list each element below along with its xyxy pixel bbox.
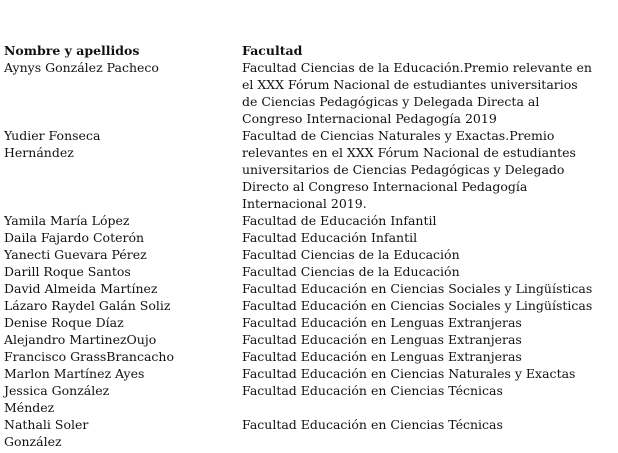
table-body bbox=[4, 59, 616, 450]
table-header-row bbox=[4, 42, 616, 59]
header-name: Nombre y apellidos bbox=[4, 43, 140, 58]
cell-faculty bbox=[242, 382, 616, 416]
table-row bbox=[4, 280, 616, 297]
cell-name bbox=[4, 212, 242, 229]
cell-faculty bbox=[242, 263, 616, 280]
cell-name bbox=[4, 280, 242, 297]
name-line: Yanecti Guevara Pérez bbox=[4, 247, 147, 262]
table-row bbox=[4, 246, 616, 263]
faculty-line: Facultad de Educación Infantil bbox=[242, 213, 437, 228]
table-row bbox=[4, 263, 616, 280]
faculty-line: Facultad de Ciencias Naturales y Exactas.Premio bbox=[242, 128, 555, 143]
name-line: Yamila María López bbox=[4, 213, 130, 228]
faculty-line: Facultad Educación en Ciencias Sociales y Lingüísticas bbox=[242, 298, 593, 313]
cell-faculty bbox=[242, 348, 616, 365]
cell-faculty bbox=[242, 314, 616, 331]
cell-faculty bbox=[242, 246, 616, 263]
cell-name bbox=[4, 416, 242, 450]
name-line: Méndez bbox=[4, 400, 55, 415]
cell-name bbox=[4, 127, 242, 212]
cell-name bbox=[4, 331, 242, 348]
faculty-line: Internacional 2019. bbox=[242, 196, 367, 211]
cell-name bbox=[4, 297, 242, 314]
faculty-line: Congreso Internacional Pedagogía 2019 bbox=[242, 111, 497, 126]
name-line: Nathali Soler bbox=[4, 417, 89, 432]
cell-faculty bbox=[242, 416, 616, 450]
faculty-line: Facultad Educación en Ciencias Sociales y Lingüísticas bbox=[242, 281, 593, 296]
table-row bbox=[4, 416, 616, 450]
cell-name bbox=[4, 59, 242, 127]
faculty-line: de Ciencias Pedagógicas y Delegada Directa al bbox=[242, 94, 540, 109]
name-line: Marlon Martínez Ayes bbox=[4, 366, 145, 381]
name-line: Francisco GrassBrancacho bbox=[4, 349, 175, 364]
cell-name bbox=[4, 365, 242, 382]
faculty-line: Facultad Educación en Lenguas Extranjeras bbox=[242, 332, 522, 347]
table-row bbox=[4, 297, 616, 314]
cell-name bbox=[4, 348, 242, 365]
table-row bbox=[4, 127, 616, 212]
faculty-line: Facultad Ciencias de la Educación bbox=[242, 247, 460, 262]
cell-name bbox=[4, 314, 242, 331]
name-line: Darill Roque Santos bbox=[4, 264, 131, 279]
faculty-line: Facultad Ciencias de la Educación.Premio relevante en bbox=[242, 60, 592, 75]
name-line: Denise Roque Díaz bbox=[4, 315, 124, 330]
cell-faculty bbox=[242, 365, 616, 382]
cell-name bbox=[4, 263, 242, 280]
faculty-line: Facultad Educación en Lenguas Extranjeras bbox=[242, 315, 522, 330]
faculty-line: Facultad Educación en Ciencias Naturales y Exactas bbox=[242, 366, 576, 381]
name-line: González bbox=[4, 434, 62, 449]
faculty-line: el XXX Fórum Nacional de estudiantes universitarios bbox=[242, 77, 578, 92]
table-row bbox=[4, 229, 616, 246]
table-row bbox=[4, 331, 616, 348]
name-line: Daila Fajardo Coterón bbox=[4, 230, 145, 245]
faculty-line: Directo al Congreso Internacional Pedagogía bbox=[242, 179, 528, 194]
name-line: Alejandro MartinezOujo bbox=[4, 332, 157, 347]
cell-name bbox=[4, 246, 242, 263]
faculty-line: Facultad Ciencias de la Educación bbox=[242, 264, 460, 279]
faculty-line: relevantes en el XXX Fórum Nacional de estudiantes bbox=[242, 145, 576, 160]
name-line: Aynys González Pacheco bbox=[4, 60, 159, 75]
name-line: Jessica González bbox=[4, 383, 110, 398]
name-line: Lázaro Raydel Galán Soliz bbox=[4, 298, 171, 313]
table-row bbox=[4, 212, 616, 229]
faculty-line: Facultad Educación en Ciencias Técnicas bbox=[242, 417, 503, 432]
cell-faculty bbox=[242, 212, 616, 229]
cell-faculty bbox=[242, 297, 616, 314]
cell-faculty bbox=[242, 229, 616, 246]
table-row bbox=[4, 314, 616, 331]
table-row bbox=[4, 59, 616, 127]
cell-faculty bbox=[242, 59, 616, 127]
cell-name bbox=[4, 382, 242, 416]
faculty-line: Facultad Educación en Ciencias Técnicas bbox=[242, 383, 503, 398]
header-faculty: Facultad bbox=[242, 43, 303, 58]
faculty-line: Facultad Educación Infantil bbox=[242, 230, 418, 245]
table-row bbox=[4, 382, 616, 416]
cell-faculty bbox=[242, 127, 616, 212]
name-line: Hernández bbox=[4, 145, 74, 160]
cell-name bbox=[4, 229, 242, 246]
document-body bbox=[4, 42, 616, 450]
table-row bbox=[4, 365, 616, 382]
faculty-line: Facultad Educación en Lenguas Extranjeras bbox=[242, 349, 522, 364]
cell-faculty bbox=[242, 331, 616, 348]
table-row bbox=[4, 348, 616, 365]
faculty-line: universitarios de Ciencias Pedagógicas y Delegado bbox=[242, 162, 565, 177]
name-line: Yudier Fonseca bbox=[4, 128, 101, 143]
cell-faculty bbox=[242, 280, 616, 297]
name-line: David Almeida Martínez bbox=[4, 281, 158, 296]
